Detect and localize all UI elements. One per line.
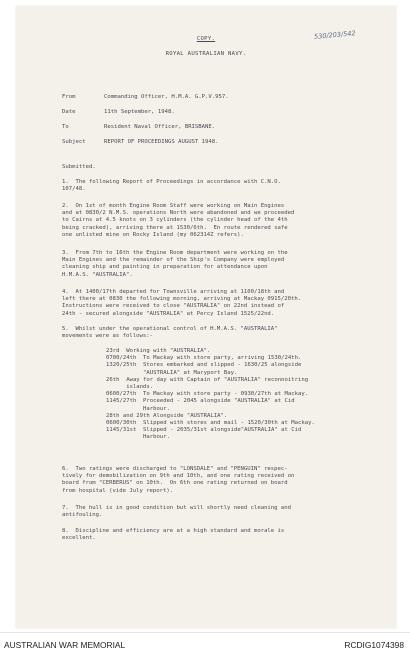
paragraph-5: 5. Whilst under the operational control of H.M.A.S. "AUSTRALIA" movements were as follows:- — [62, 326, 278, 340]
copy-heading: COPY. — [196, 36, 216, 42]
from-value: Commanding Officer, H.M.A. G.P.V.957. — [104, 94, 229, 100]
handwritten-file-reference: 530/203/542 — [313, 29, 356, 41]
from-label: From — [62, 94, 76, 100]
paragraph-6: 6. Two ratings were discharged to "LONSDALE" and "PENGUIN" respec- tively for demobilization on 9th and 10th, and one rating received on board from "CERBERUS" on 10th. On 6th one rating returned on board from hospital (vide July report). — [62, 466, 295, 494]
paragraph-4: 4. At 1400/17th departed for Townsville arriving at 1100/18th and left there at 0830 the following morning, arriving at Mackay 0915/20th. Instructions were received to close "AUSTRALIA" on 22nd instead of 24th - secured alongside "AUSTRALIA" at Percy Island 1525/22nd. — [62, 289, 302, 317]
date-value: 11th September, 1948. — [104, 109, 175, 115]
to-value: Resident Naval Officer, BRISBANE. — [104, 124, 216, 130]
org-heading: ROYAL AUSTRALIAN NAVY. — [165, 51, 247, 57]
subject-label: Subject — [62, 139, 86, 145]
movements-list: 23rd Working with "AUSTRALIA". 0700/24th To Mackay with store party, arriving 1530/24th. 1320/25th Stores embarked and slipped - 1630/25 alongside "AUSTRALIA" at Maryport Bay. 26th Away for day with Captain of "AUSTRALIA" reconnoitring islands. 0600/27th To Mackay with store party - 0930/27th at Mackay. 1145/27th Proceeded - 2045 alongside "AUSTRALIA" at Cid Harbour. 28th and 29th Alongside "AUSTRALIA". 0600/30th Slipped with stores and mail - 1520/30th at Mackay. 1145/31st Slipped - 2035/31st alongside"AUSTRALIA" at Cid Harbour. — [106, 348, 315, 441]
paragraph-1: 1. The following Report of Proceedings in accordance with C.N.O. 107/48. — [62, 179, 281, 193]
submitted-line: Submitted. — [62, 164, 96, 170]
archive-credit: AUSTRALIAN WAR MEMORIAL — [4, 640, 126, 650]
subject-value: REPORT OF PROCEEDINGS AUGUST 1948. — [104, 139, 219, 145]
paragraph-3: 3. From 7th to 16th the Engine Room department were working on the Main Engines and the remainder of the Ship's Company were employed cleaning ship and painting in preparation for attendance upon H.M.A.S. "AUSTRALIA". — [62, 250, 288, 278]
to-label: To — [62, 124, 69, 130]
archive-id: RCDIG1074398 — [344, 640, 404, 650]
paragraph-7: 7. The hull is in good condition but will shortly need cleaning and antifouling. — [62, 505, 292, 519]
paragraph-2: 2. On 1st of month Engine Room Staff were working on Main Engines and at 0830/2 N.M.S. operations North were abandoned and we proceeded to Cairns at 4.5 knots on 3 cylinders (the cylinder head of the 4th being cracked), arriving there at 1530/6th. En route rendered safe one unlisted mine on Rocky Island (my 062314Z refers). — [62, 203, 295, 238]
footer-divider — [0, 632, 410, 633]
paragraph-8: 8. Discipline and efficiency are at a high standard and morale is excellent. — [62, 528, 285, 542]
date-label: Date — [62, 109, 76, 115]
document-page — [16, 6, 396, 628]
